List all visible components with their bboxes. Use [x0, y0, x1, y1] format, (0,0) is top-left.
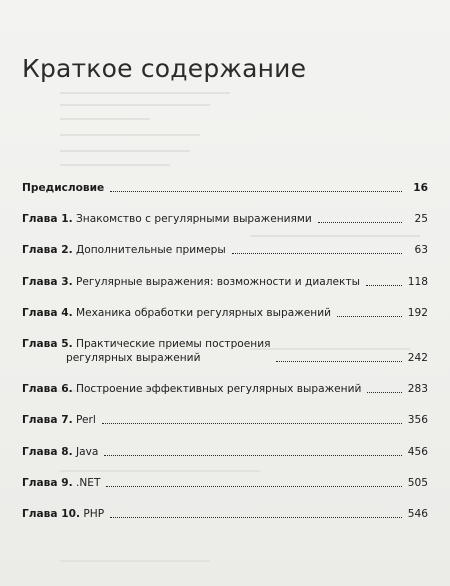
toc-entry-page-number: 242	[407, 351, 428, 364]
toc-entry-page-number: 192	[407, 306, 428, 319]
dot-leader	[102, 422, 402, 424]
toc-entry-label: Глава 1.	[22, 213, 73, 226]
toc-entry-text	[22, 306, 331, 320]
dot-leader	[110, 190, 402, 192]
toc-entry-title: Регулярные выражения: возможности и диалекты	[75, 275, 360, 288]
toc-entry-chapter-5[interactable]	[22, 337, 428, 365]
toc-entry-text	[22, 413, 96, 427]
toc-entry-label: Глава 7.	[22, 414, 73, 427]
dot-leader	[106, 485, 401, 487]
table-of-contents	[22, 181, 428, 538]
toc-entry-title: Java	[75, 445, 99, 458]
toc-entry-title: Механика обработки регулярных выражений	[75, 306, 331, 319]
toc-entry-chapter-3[interactable]	[22, 275, 428, 289]
dot-leader	[104, 454, 401, 456]
toc-entry-text	[22, 382, 361, 396]
dot-leader	[318, 221, 402, 223]
toc-entry-title: Perl	[75, 414, 96, 427]
dot-leader	[367, 391, 401, 393]
toc-entry-label: Предисловие	[22, 182, 105, 194]
toc-entry-title: Практические приемы построения	[75, 337, 271, 350]
toc-entry-chapter-6[interactable]	[22, 382, 428, 396]
toc-entry-page-number: 16	[413, 182, 428, 194]
show-through-line	[60, 164, 170, 166]
toc-entry-text	[22, 181, 104, 195]
toc-entry-preface[interactable]	[22, 181, 428, 195]
show-through-line	[60, 150, 190, 152]
toc-entry-chapter-10[interactable]	[22, 507, 428, 521]
toc-entry-page-number: 546	[407, 507, 428, 520]
toc-entry-title: .NET	[75, 476, 101, 489]
toc-entry-page-number: 456	[407, 445, 428, 458]
show-through-line	[60, 118, 150, 120]
toc-entry-label: Глава 3.	[22, 275, 73, 288]
toc-entry-title: PHP	[83, 507, 105, 520]
dot-leader	[232, 252, 402, 254]
show-through-line	[60, 104, 210, 106]
toc-entry-title: Дополнительные примеры	[75, 244, 226, 257]
page-title: Краткое содержание	[22, 54, 307, 83]
show-through-line	[60, 560, 210, 562]
toc-entry-page-number: 283	[407, 383, 428, 396]
toc-entry-page-number: 63	[414, 244, 428, 257]
toc-entry-page-number: 118	[407, 275, 428, 288]
toc-entry-label: Глава 4.	[22, 306, 73, 319]
dot-leader	[337, 315, 402, 317]
toc-entry-text	[22, 243, 226, 257]
toc-entry-text	[22, 476, 100, 490]
dot-leader	[110, 516, 402, 518]
toc-entry-label: Глава 2.	[22, 244, 73, 257]
toc-entry-label: Глава 10.	[22, 507, 80, 520]
toc-entry-title: Знакомство с регулярными выражениями	[75, 213, 312, 226]
toc-entry-title-continued: регулярных выражений	[66, 351, 201, 364]
toc-entry-text	[22, 212, 312, 226]
toc-entry-chapter-9[interactable]	[22, 476, 428, 490]
toc-entry-page-number: 356	[407, 414, 428, 427]
toc-entry-chapter-1[interactable]	[22, 212, 428, 226]
toc-entry-page-number: 25	[414, 213, 428, 226]
show-through-line	[60, 92, 230, 94]
toc-entry-label: Глава 6.	[22, 383, 73, 396]
toc-entry-label: Глава 9.	[22, 476, 73, 489]
toc-entry-page-number: 505	[407, 476, 428, 489]
toc-entry-text	[22, 445, 98, 459]
toc-entry-text	[22, 337, 270, 365]
toc-entry-title: Построение эффективных регулярных выражений	[75, 383, 362, 396]
show-through-line	[60, 134, 200, 136]
toc-entry-text	[22, 507, 104, 521]
toc-entry-label: Глава 8.	[22, 445, 73, 458]
dot-leader	[366, 284, 402, 286]
toc-entry-chapter-8[interactable]	[22, 445, 428, 459]
toc-entry-label: Глава 5.	[22, 337, 73, 350]
toc-entry-chapter-2[interactable]	[22, 243, 428, 257]
dot-leader	[276, 360, 401, 362]
toc-entry-text	[22, 275, 360, 289]
toc-entry-chapter-7[interactable]	[22, 413, 428, 427]
toc-entry-chapter-4[interactable]	[22, 306, 428, 320]
